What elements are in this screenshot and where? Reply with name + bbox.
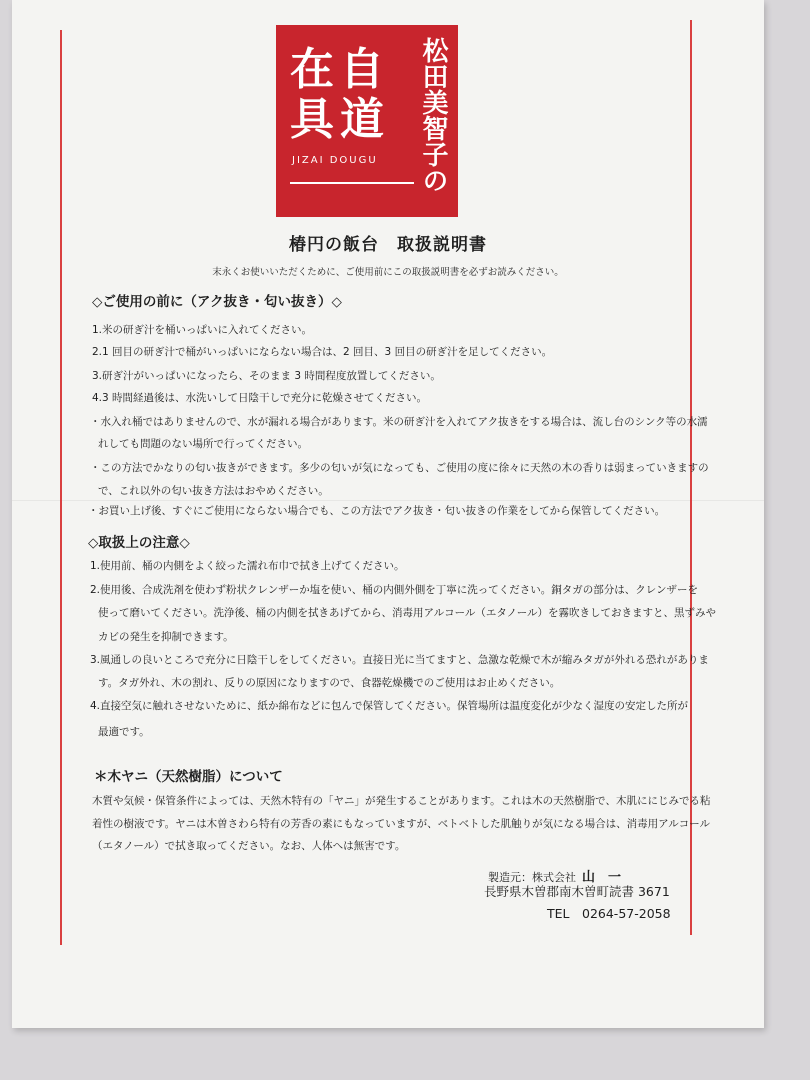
paragraph-line: 着性の樹液です。ヤニは木曽さわら特有の芳香の素にもなっていますが、ベトベトした肌触りが気になる場合は、消毒用アルコール: [92, 818, 711, 830]
paper-fold: [12, 500, 764, 501]
manufacturer-name: 山 一: [582, 870, 622, 885]
section-heading-before-use: ◇ご使用の前に（アク抜き・匂い抜き）◇: [92, 294, 342, 310]
paragraph-line: 1.米の研ぎ汁を桶いっぱいに入れてください。: [92, 324, 313, 336]
instruction-sheet: [12, 0, 764, 1028]
logo-vertical-text: 松田美智子の: [418, 37, 448, 193]
paragraph-line: ・水入れ桶ではありませんので、水が漏れる場合があります。米の研ぎ汁を入れてアク抜きをする場合は、流し台のシンク等の水濡: [90, 416, 708, 428]
paragraph-line: 1.使用前、桶の内側をよく絞った濡れ布巾で拭き上げてください。: [90, 560, 405, 572]
paragraph-line: れしても問題のない場所で行ってください。: [98, 438, 308, 450]
section-heading-handling: ◇取扱上の注意◇: [88, 535, 190, 551]
logo-underline: [290, 182, 414, 184]
manufacturer-address: 長野県木曽郡南木曽町読書 3671: [484, 884, 670, 899]
document-title: 椿円の飯台 取扱説明書: [289, 235, 487, 255]
section-heading-resin: ＊木ヤニ（天然樹脂）について: [94, 769, 283, 785]
paragraph-line: 2.1 回目の研ぎ汁で桶がいっぱいにならない場合は、2 回目、3 回目の研ぎ汁を足してください。: [92, 346, 553, 358]
document-subtitle: 末永くお使いいただくために、ご使用前にこの取扱説明書を必ずお読みください。: [212, 267, 564, 278]
paragraph-line: カビの発生を抑制できます。: [98, 631, 234, 643]
logo-char: 自: [340, 44, 384, 95]
paragraph-line: 使って磨いてください。洗浄後、桶の内側を拭きあげてから、消毒用アルコール（エタノール）を霧吹きしておきますと、黒ずみや: [98, 607, 717, 619]
logo-romaji: JIZAI DOUGU: [292, 155, 378, 166]
paragraph-line: ・この方法でかなりの匂い抜きができます。多少の匂いが気になっても、ご使用の度に徐々に天然の木の香りは弱まっていきますの: [90, 462, 709, 474]
manufacturer-tel: TEL 0264-57-2058: [547, 906, 671, 921]
paragraph-line: 3.風通しの良いところで充分に日陰干しをしてください。直接日光に当てますと、急激な乾燥で木が縮みタガが外れる恐れがありま: [90, 654, 709, 666]
logo-char: 道: [340, 94, 384, 145]
paragraph-line: ・お買い上げ後、すぐにご使用にならない場合でも、この方法でアク抜き・匂い抜きの作業をしてから保管してください。: [88, 505, 666, 517]
paragraph-line: す。タガ外れ、木の割れ、反りの原因になりますので、食器乾燥機でのご使用はお止めください。: [98, 677, 561, 689]
brand-logo: [276, 25, 458, 217]
paragraph-line: 4.直接空気に触れさせないために、紙か綿布などに包んで保管してください。保管場所は温度変化が少なく湿度の安定した所が: [90, 700, 689, 712]
paragraph-line: で、これ以外の匂い抜き方法はおやめください。: [98, 485, 329, 497]
paragraph-line: 4.3 時間経過後は、水洗いして日陰干しで充分に乾燥させてください。: [92, 392, 428, 404]
paragraph-line: 木質や気候・保管条件によっては、天然木特有の「ヤニ」が発生することがあります。これは木の天然樹脂で、木肌ににじみでる粘: [92, 795, 711, 807]
paragraph-line: （エタノール）で拭き取ってください。なお、人体へは無害です。: [92, 840, 406, 852]
logo-char: 在: [290, 44, 334, 95]
paragraph-line: 2.使用後、合成洗剤を使わず粉状クレンザーか塩を使い、桶の内側外側を丁寧に洗ってください。銅タガの部分は、クレンザーを: [90, 584, 698, 596]
manufacturer-label: 製造元：株式会社: [488, 871, 576, 884]
paragraph-line: 最適です。: [98, 726, 150, 738]
paragraph-line: 3.研ぎ汁がいっぱいになったら、そのまま 3 時間程度放置してください。: [92, 370, 441, 382]
left-red-rule: [60, 30, 62, 945]
logo-char: 具: [290, 94, 334, 145]
